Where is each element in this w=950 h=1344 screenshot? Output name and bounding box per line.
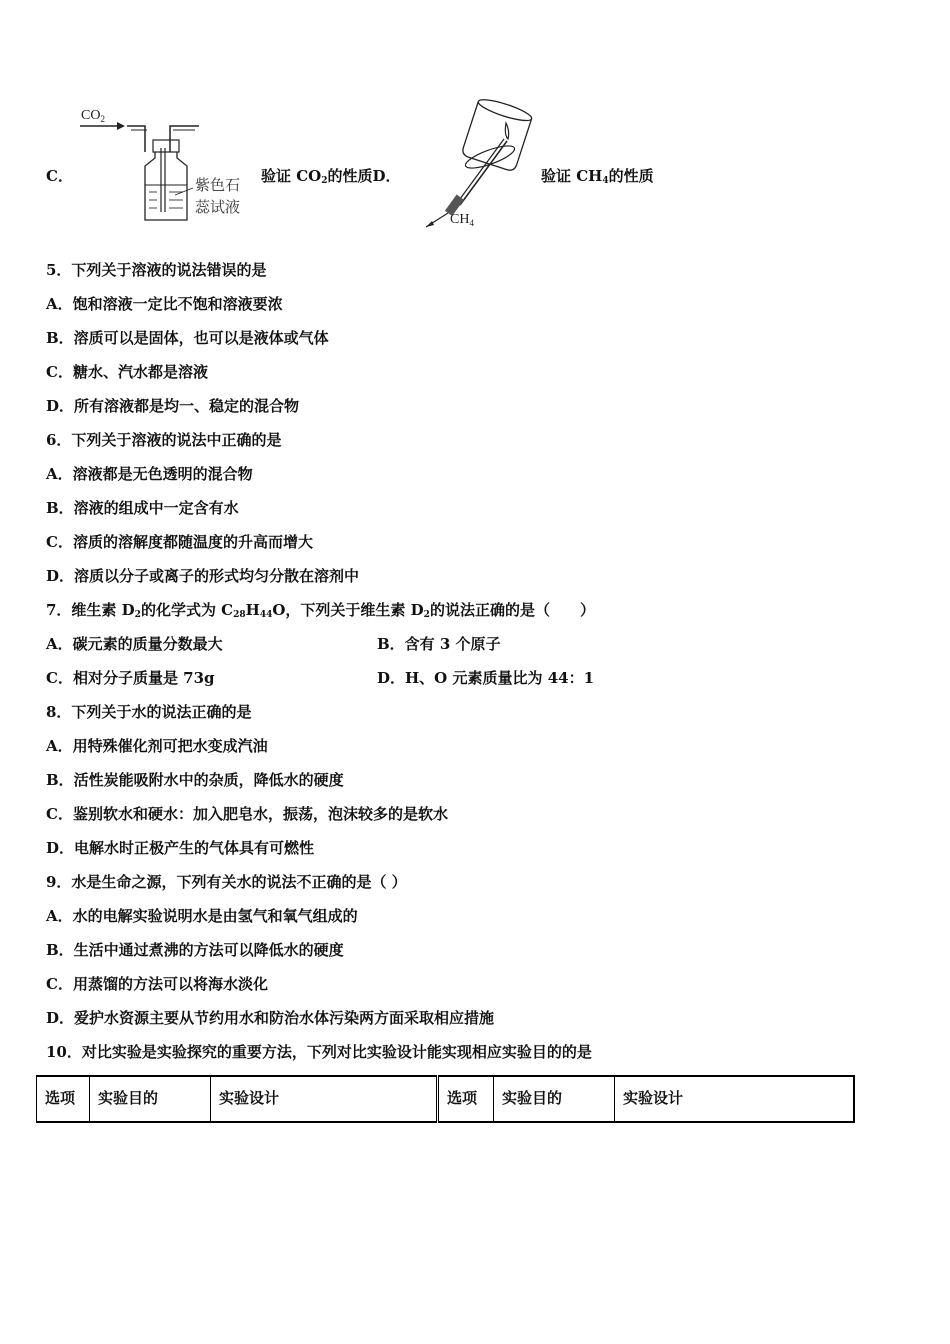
methane-burning-figure (420, 95, 545, 230)
q6-option-b: B．溶液的组成中一定含有水 (46, 499, 239, 517)
header-option-left: 选项 (37, 1076, 90, 1122)
q7-option-b: B．含有 3 个原子 (377, 635, 501, 653)
fig-c-gas-label: $CO_2$ (81, 108, 105, 124)
q10-stem: 10．对比实验是实验探究的重要方法，下列对比实验设计能实现相应实验目的的是 (46, 1043, 592, 1061)
header-purpose-right: 实验目的 (494, 1076, 615, 1122)
option-c-label: C． (46, 167, 73, 185)
q8-option-c: C．鉴别软水和硬水：加入肥皂水，振荡，泡沫较多的是软水 (46, 805, 448, 823)
q10-table (36, 1075, 855, 1123)
fig-c-liquid-label-1: 紫色石 (195, 176, 241, 194)
q7-option-c: C．相对分子质量是 73g (46, 669, 215, 687)
q5-option-b: B．溶质可以是固体，也可以是液体或气体 (46, 329, 329, 347)
header-design-left: 实验设计 (211, 1076, 438, 1122)
gas-washing-bottle-figure (75, 100, 255, 230)
q8-option-b: B．活性炭能吸附水中的杂质，降低水的硬度 (46, 771, 344, 789)
q6-option-d: D．溶质以分子或离子的形式均匀分散在溶剂中 (46, 567, 360, 585)
fig-c-liquid-label-2: 蕊试液 (195, 198, 241, 216)
q6-option-a: A．溶液都是无色透明的混合物 (46, 465, 253, 483)
q6-option-c: C．溶质的溶解度都随温度的升高而增大 (46, 533, 313, 551)
option-d-caption: 验证 $CH_4$的性质 (541, 167, 654, 186)
q7-option-a: A．碳元素的质量分数最大 (46, 635, 223, 653)
q8-option-a: A．用特殊催化剂可把水变成汽油 (46, 737, 268, 755)
q9-option-a: A．水的电解实验说明水是由氢气和氧气组成的 (46, 907, 358, 925)
q6-stem: 6．下列关于溶液的说法中正确的是 (46, 431, 282, 449)
q5-option-c: C．糖水、汽水都是溶液 (46, 363, 208, 381)
q5-option-a: A．饱和溶液一定比不饱和溶液要浓 (46, 295, 283, 313)
q9-option-b: B．生活中通过煮沸的方法可以降低水的硬度 (46, 941, 344, 959)
header-purpose-left: 实验目的 (90, 1076, 211, 1122)
q5-stem: 5．下列关于溶液的说法错误的是 (46, 261, 267, 279)
q7-option-d: D．H、O 元素质量比为 44：1 (377, 669, 595, 687)
table-header-row (37, 1076, 854, 1122)
q8-option-d: D．电解水时正极产生的气体具有可燃性 (46, 839, 315, 857)
header-design-right: 实验设计 (615, 1076, 854, 1122)
q5-option-d: D．所有溶液都是均一、稳定的混合物 (46, 397, 300, 415)
header-option-right: 选项 (438, 1076, 494, 1122)
q7-stem: 7．维生素 $D_2$的化学式为 $C_{28}H_{44}O$，下列关于维生素 $D_2$的说法正确的是（ ） (46, 601, 595, 620)
fig-d-gas-label: $CH_4$ (450, 212, 474, 228)
q8-stem: 8．下列关于水的说法正确的是 (46, 703, 252, 721)
q9-stem: 9．水是生命之源，下列有关水的说法不正确的是（ ） (46, 873, 407, 891)
option-d-label: D． (372, 167, 401, 185)
option-c-caption: 验证 $CO_2$的性质D． (261, 167, 401, 186)
q9-option-d: D．爱护水资源主要从节约用水和防治水体污染两方面采取相应措施 (46, 1009, 495, 1027)
q9-option-c: C．用蒸馏的方法可以将海水淡化 (46, 975, 268, 993)
